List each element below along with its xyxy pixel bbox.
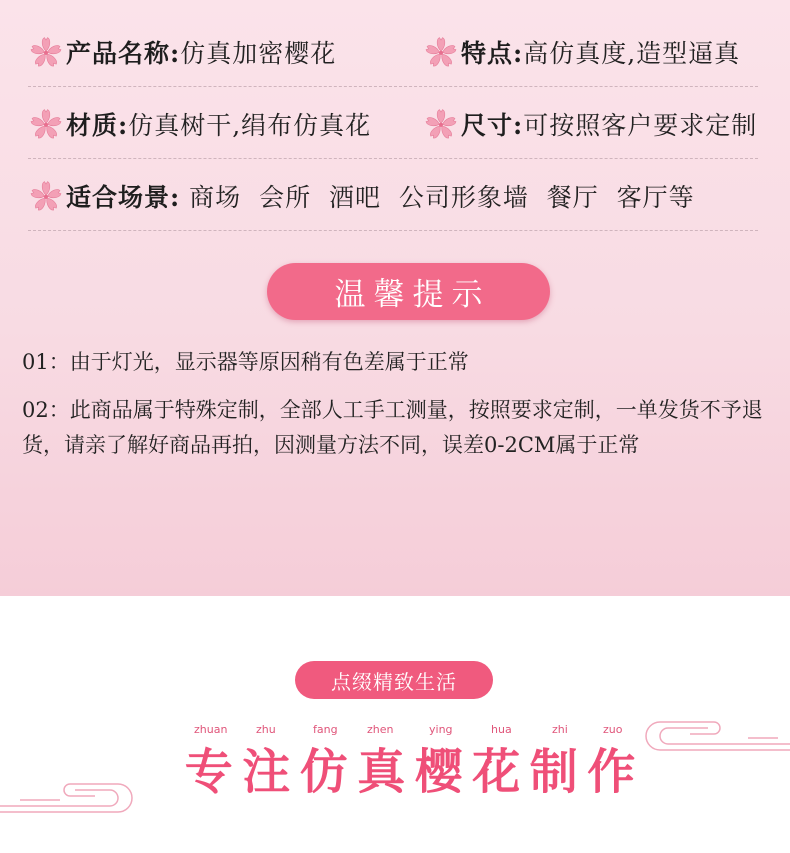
pinyin-label: zhen [367,723,394,736]
spec-label: 材质: [66,111,129,140]
pinyin-label: fang [313,723,338,736]
spec-value: 高仿真度,造型逼真 [523,39,741,68]
pinyin-label: ying [429,723,453,736]
headline-char: 作 [587,744,636,800]
sakura-flower-icon [425,108,457,140]
spec-label: 尺寸: [461,111,524,140]
spec-item-feature [425,35,740,69]
spec-row [28,15,758,87]
spec-item-size [425,107,757,141]
spec-value: 可按照客户要求定制 [523,111,758,140]
spec-item-material [30,107,371,141]
sakura-flower-icon [425,36,457,68]
headline-char: 樱 [414,744,463,800]
notes-list [22,345,778,476]
spec-label: 产品名称: [66,39,181,68]
spec-item-name [30,35,336,69]
headline-char: 专 [184,744,233,800]
spec-value: 仿真加密樱花 [180,39,337,68]
pinyin-label: zhuan [194,723,228,736]
note-item: 02：此商品属于特殊定制，全部人工手工测量，按照要求定制，一单发货不予退货，请亲了解好商品再拍，因测量方法不同，误差0-2CM属于正常 [22,398,763,457]
cloud-line-icon [628,710,790,760]
tip-title: 温馨提示 [334,277,491,313]
pinyin-label: zhu [256,723,276,736]
tip-title-badge [267,263,550,320]
headline-char: 花 [472,744,521,800]
headline [180,740,640,804]
sakura-flower-icon [30,108,62,140]
headline-char: 制 [529,744,578,800]
life-label: 点缀精致生活 [331,669,457,694]
spec-row [28,87,758,159]
spec-item-scenes [30,179,695,213]
cloud-line-icon [0,762,145,817]
life-badge [295,661,493,699]
spec-value: 仿真树干,绢布仿真花 [128,111,372,140]
pinyin-label: hua [491,723,512,736]
sakura-flower-icon [30,36,62,68]
pinyin-label: zuo [603,723,623,736]
spec-row [28,159,758,231]
headline-char: 真 [357,744,406,800]
spec-label: 特点: [461,39,524,68]
spec-value: 商场 会所 酒吧 公司形象墙 餐厅 客厅等 [180,183,695,212]
headline-char: 仿 [299,744,348,800]
sakura-flower-icon [30,180,62,212]
headline-char: 注 [242,744,291,800]
spec-label: 适合场景: [66,183,181,212]
note-item: 01：由于灯光，显示器等原因稍有色差属于正常 [22,350,469,374]
pinyin-label: zhi [552,723,568,736]
